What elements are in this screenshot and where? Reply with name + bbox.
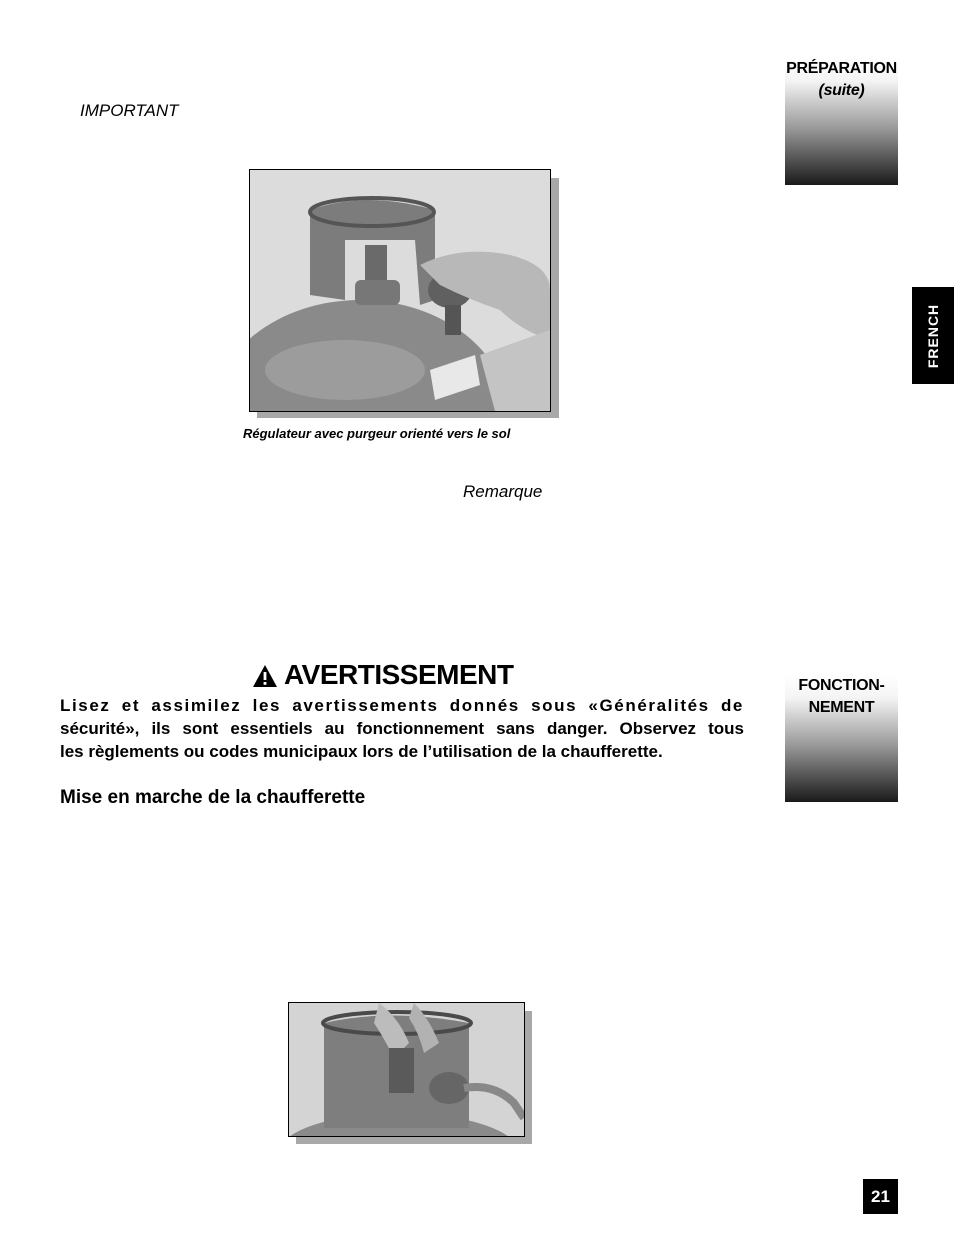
side-tab-fonction-line1: FONCTION- [798, 677, 885, 694]
section-heading: Mise en marche de la chaufferette [60, 787, 366, 808]
page-number: 21 [863, 1179, 898, 1214]
language-tab-label: FRENCH [925, 303, 941, 368]
side-tab-preparation [785, 58, 898, 185]
warning-triangle-icon [252, 663, 278, 687]
warning-body [60, 694, 744, 763]
side-tab-fonction-line2: NEMENT [808, 699, 875, 716]
figure1-caption: Régulateur avec purgeur orienté vers le sol [243, 426, 511, 441]
language-tab [912, 287, 954, 384]
figure2-photo [288, 1002, 525, 1137]
warning-line-1: Lisez et assimilez les avertissements donnés sous «Généralités de [60, 696, 744, 715]
warning-line-3: les règlements ou codes municipaux lors de l’utilisation de la chaufferette. [60, 742, 663, 761]
remarque-label: Remarque [463, 482, 543, 501]
important-label: IMPORTANT [80, 101, 179, 120]
warning-line-2: sécurité», ils sont essentiels au fonctionnement sans danger. Observez tous [60, 719, 744, 738]
side-tab-preparation-title: PRÉPARATION [786, 60, 897, 77]
figure1-photo [249, 169, 551, 412]
side-tab-preparation-sub: (suite) [818, 82, 865, 99]
warning-title-text: AVERTISSEMENT [284, 659, 514, 690]
side-tab-fonctionnement [785, 675, 898, 802]
warning-title [252, 659, 513, 691]
